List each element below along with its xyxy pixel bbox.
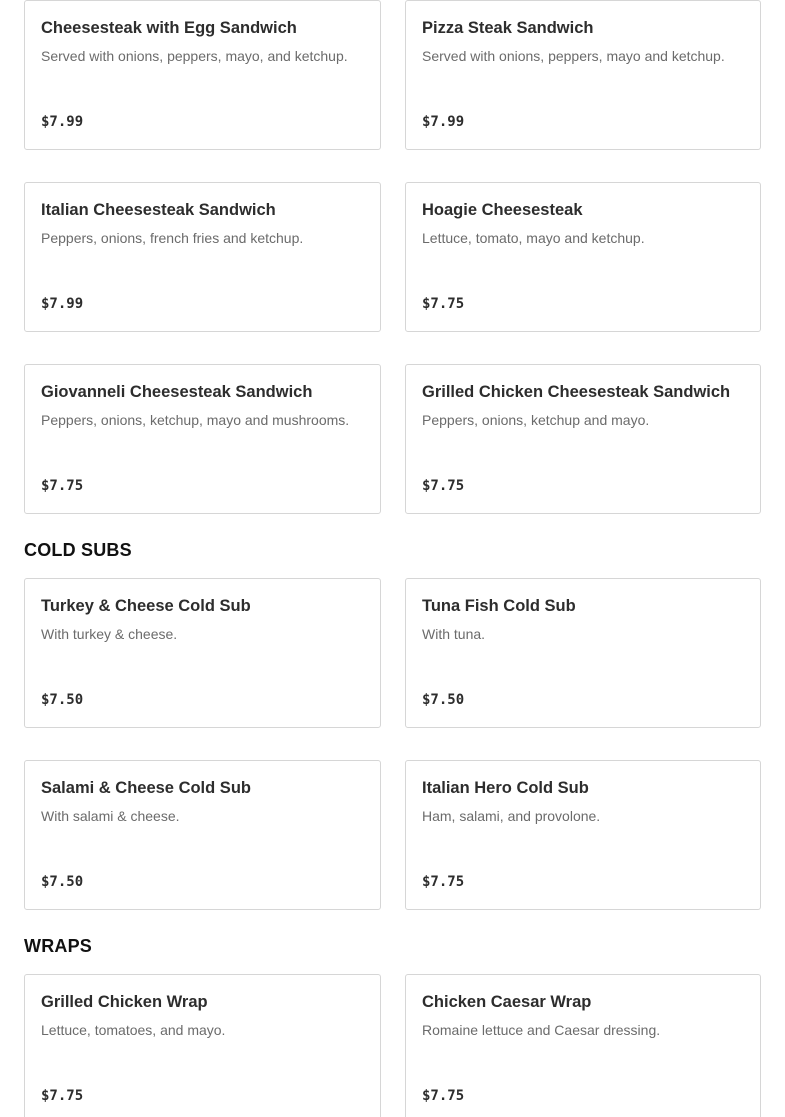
menu-item-price: $7.75 (422, 478, 465, 494)
menu-item-description: Peppers, onions, ketchup, mayo and mushrooms. (41, 412, 350, 428)
menu-item-name: Cheesesteak with Egg Sandwich (41, 19, 297, 37)
menu-item-description: Peppers, onions, french fries and ketchup. (41, 230, 304, 246)
menu-item-name: Salami & Cheese Cold Sub (41, 779, 251, 797)
menu-item-name: Pizza Steak Sandwich (422, 19, 594, 37)
menu-item-name: Hoagie Cheesesteak (422, 201, 583, 219)
menu-item-card[interactable] (24, 364, 381, 514)
menu-item-name: Tuna Fish Cold Sub (422, 597, 576, 615)
section-title-wraps: WRAPS (24, 936, 92, 956)
menu-item-description: Served with onions, peppers, mayo, and ketchup. (41, 48, 348, 64)
menu-item-price: $7.75 (41, 1088, 84, 1104)
menu-item-card[interactable] (24, 760, 381, 910)
menu-item-name: Turkey & Cheese Cold Sub (41, 597, 251, 615)
menu-item-description: Served with onions, peppers, mayo and ketchup. (422, 48, 725, 64)
menu-item-card[interactable] (405, 0, 761, 150)
menu-item-card[interactable] (24, 182, 381, 332)
menu-item-name: Italian Hero Cold Sub (422, 779, 589, 797)
menu-item-price: $7.99 (41, 114, 84, 130)
menu-item-price: $7.75 (422, 1088, 465, 1104)
menu-item-description: With turkey & cheese. (41, 626, 178, 642)
menu-item-name: Grilled Chicken Cheesesteak Sandwich (422, 383, 731, 401)
section-title-cold-subs: COLD SUBS (24, 540, 132, 560)
menu-item-name: Italian Cheesesteak Sandwich (41, 201, 276, 219)
menu-item-card[interactable] (405, 578, 761, 728)
menu-item-card[interactable] (24, 974, 381, 1117)
menu-item-name: Grilled Chicken Wrap (41, 993, 208, 1011)
menu-item-card[interactable] (405, 760, 761, 910)
menu-item-price: $7.75 (422, 296, 465, 312)
menu-item-price: $7.99 (422, 114, 465, 130)
menu-item-name: Giovanneli Cheesesteak Sandwich (41, 383, 313, 401)
menu-item-card[interactable] (24, 578, 381, 728)
menu-item-description: Lettuce, tomatoes, and mayo. (41, 1022, 226, 1038)
menu-item-card[interactable] (405, 182, 761, 332)
menu-item-card[interactable] (405, 364, 761, 514)
menu-item-price: $7.99 (41, 296, 84, 312)
menu-item-description: Lettuce, tomato, mayo and ketchup. (422, 230, 645, 246)
menu-item-price: $7.50 (41, 692, 84, 708)
menu-item-price: $7.50 (422, 692, 465, 708)
menu-item-description: With salami & cheese. (41, 808, 180, 824)
menu-item-card[interactable] (405, 974, 761, 1117)
menu-item-description: Ham, salami, and provolone. (422, 808, 601, 824)
menu-item-description: Romaine lettuce and Caesar dressing. (422, 1022, 661, 1038)
menu-item-price: $7.75 (422, 874, 465, 890)
menu-item-description: With tuna. (422, 626, 486, 642)
menu-item-card[interactable] (24, 0, 381, 150)
menu-item-description: Peppers, onions, ketchup and mayo. (422, 412, 650, 428)
menu-item-name: Chicken Caesar Wrap (422, 993, 592, 1011)
menu-item-price: $7.75 (41, 478, 84, 494)
menu-item-price: $7.50 (41, 874, 84, 890)
